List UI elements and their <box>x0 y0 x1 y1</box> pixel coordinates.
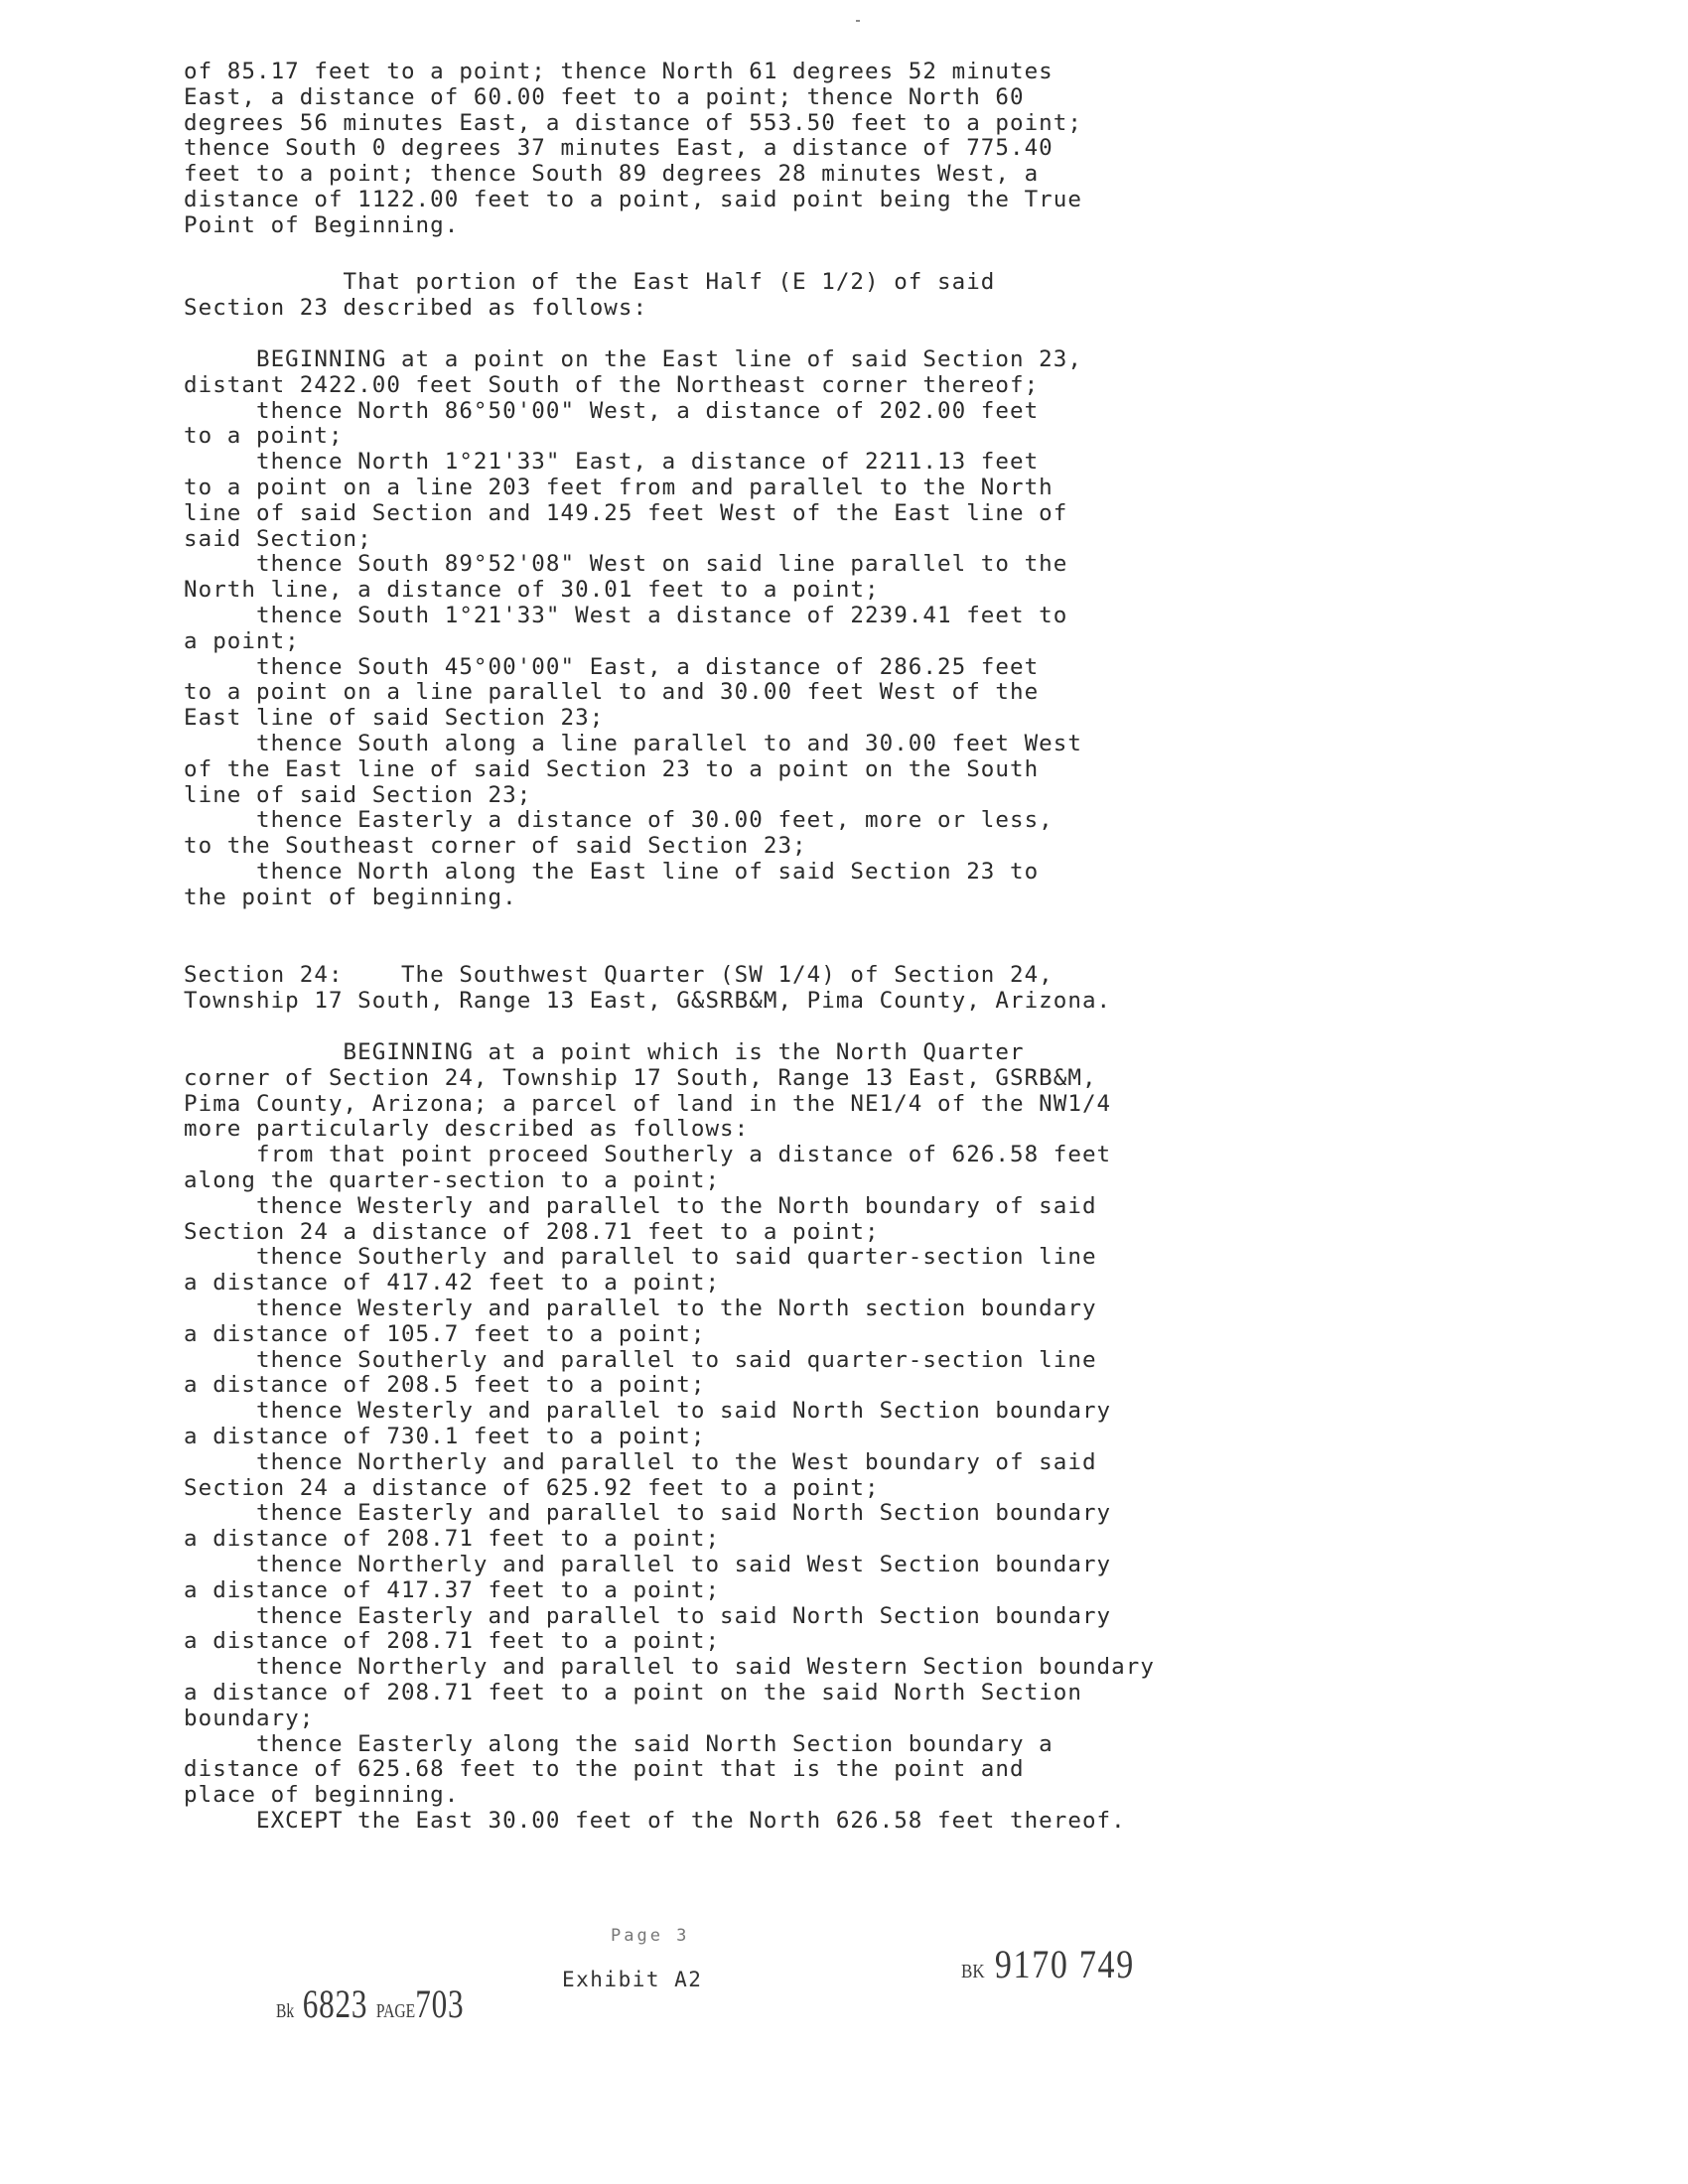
text-line: thence North 1°21'33" East, a distance of 2211.13 feet <box>184 450 1040 476</box>
text-line: thence South along a line parallel to and 30.00 feet West <box>184 731 1082 756</box>
text-line: line of said Section and 149.25 feet West of the East line of <box>184 500 1068 526</box>
text-line: East line of said Section 23; <box>184 706 605 732</box>
text-line: the point of beginning. <box>184 885 517 910</box>
text-line: of 85.17 feet to a point; thence North 61 degrees 52 minutes <box>184 60 1054 84</box>
text-line: degrees 56 minutes East, a distance of 553.50 feet to a point; <box>184 110 1082 136</box>
text-line: North line, a distance of 30.01 feet to a point; <box>184 578 880 604</box>
text-line: to a point on a line 203 feet from and parallel to the North <box>184 475 1054 500</box>
text-line: thence Southerly and parallel to said quarter-section line <box>184 1347 1097 1373</box>
text-line: Township 17 South, Range 13 East, G&SRB&M, Pima County, Arizona. <box>184 988 1112 1014</box>
text-line: Section 24: The Southwest Quarter (SW 1/4) of Section 24, <box>184 963 1054 988</box>
paragraph <box>184 347 1574 911</box>
text-line: a point; <box>184 628 300 654</box>
stamp-book-prefix: BK <box>961 1961 985 1982</box>
text-line: thence Easterly and parallel to said North Section boundary <box>184 1603 1112 1629</box>
text-line: BEGINNING at a point which is the North Quarter <box>184 1040 1025 1065</box>
text-line: thence South 1°21'33" West a distance of 2239.41 feet to <box>184 603 1068 628</box>
stamp-page-number: 703 <box>415 1981 465 2026</box>
text-line: thence South 0 degrees 37 minutes East, a distance of 775.40 <box>184 136 1054 162</box>
text-line: thence South 89°52'08" West on said line parallel to the <box>184 552 1068 578</box>
text-line: distant 2422.00 feet South of the Northeast corner thereof; <box>184 372 1040 398</box>
recording-stamp-right <box>961 1942 1135 1986</box>
text-line: feet to a point; thence South 89 degrees 28 minutes West, a <box>184 162 1040 188</box>
paragraph <box>184 270 1574 322</box>
text-line: thence Easterly and parallel to said North Section boundary <box>184 1501 1112 1527</box>
text-line: boundary; <box>184 1706 315 1731</box>
stamp-page-prefix: PAGE <box>375 2000 416 2022</box>
text-line: thence Northerly and parallel to the West boundary of said <box>184 1449 1097 1475</box>
text-line: Pima County, Arizona; a parcel of land in the NE1/4 of the NW1/4 <box>184 1091 1112 1117</box>
stamp-book-number: 9170 <box>994 1942 1069 1986</box>
text-line: thence Northerly and parallel to said Western Section boundary <box>184 1655 1155 1681</box>
text-line: corner of Section 24, Township 17 South, Range 13 East, GSRB&M, <box>184 1065 1097 1091</box>
text-line: thence Westerly and parallel to the North boundary of said <box>184 1193 1097 1219</box>
text-line: thence Easterly along the said North Section boundary a <box>184 1731 1054 1757</box>
scan-speck <box>856 20 860 22</box>
text-line: more particularly described as follows: <box>184 1117 750 1143</box>
recording-stamp-left <box>276 1981 465 2026</box>
text-line: a distance of 417.42 feet to a point; <box>184 1271 721 1297</box>
text-line: to the Southeast corner of said Section 23; <box>184 834 807 860</box>
text-line: of the East line of said Section 23 to a point on the South <box>184 756 1040 782</box>
page-number: Page 3 <box>611 1926 690 1946</box>
paragraph <box>184 963 1574 1015</box>
text-line: a distance of 208.71 feet to a point; <box>184 1629 721 1655</box>
text-line: thence Easterly a distance of 30.00 feet, more or less, <box>184 808 1054 834</box>
text-line: thence Westerly and parallel to the North section boundary <box>184 1296 1097 1321</box>
text-line: thence South 45°00'00" East, a distance of 286.25 feet <box>184 654 1040 680</box>
text-line: distance of 1122.00 feet to a point, said point being the True <box>184 187 1082 212</box>
text-line: place of beginning. <box>184 1783 460 1809</box>
text-line: That portion of the East Half (E 1/2) of said <box>184 270 996 295</box>
text-line: line of said Section 23; <box>184 782 532 808</box>
text-line: BEGINNING at a point on the East line of said Section 23, <box>184 347 1082 372</box>
paragraph <box>184 60 1574 239</box>
text-line: Section 23 described as follows: <box>184 295 648 321</box>
text-line: to a point on a line parallel to and 30.00 feet West of the <box>184 680 1040 706</box>
text-line: thence North 86°50'00" West, a distance of 202.00 feet <box>184 398 1040 424</box>
stamp-page-number: 749 <box>1078 1942 1135 1986</box>
text-line: EXCEPT the East 30.00 feet of the North 626.58 feet thereof. <box>184 1808 1126 1834</box>
text-line: thence Westerly and parallel to said North Section boundary <box>184 1399 1112 1425</box>
text-line: to a point; <box>184 424 344 450</box>
text-line: distance of 625.68 feet to the point that is the point and <box>184 1757 1025 1783</box>
text-line: Point of Beginning. <box>184 212 460 238</box>
text-line: said Section; <box>184 526 372 552</box>
text-line: from that point proceed Southerly a distance of 626.58 feet <box>184 1143 1112 1168</box>
text-line: Section 24 a distance of 625.92 feet to a point; <box>184 1475 880 1501</box>
paragraph <box>184 1040 1574 1835</box>
text-line: a distance of 208.71 feet to a point; <box>184 1527 721 1553</box>
stamp-book-prefix: Bk <box>276 2000 295 2022</box>
text-line: East, a distance of 60.00 feet to a point; thence North 60 <box>184 84 1025 110</box>
text-line: a distance of 417.37 feet to a point; <box>184 1577 721 1603</box>
text-line: thence Northerly and parallel to said West Section boundary <box>184 1552 1112 1577</box>
text-line: a distance of 208.5 feet to a point; <box>184 1373 706 1399</box>
text-line: thence Southerly and parallel to said quarter-section line <box>184 1245 1097 1271</box>
text-line: a distance of 208.71 feet to a point on the said North Section <box>184 1680 1082 1706</box>
text-line: a distance of 730.1 feet to a point; <box>184 1424 706 1449</box>
text-line: along the quarter-section to a point; <box>184 1167 721 1193</box>
text-line: thence North along the East line of said Section 23 to <box>184 859 1040 885</box>
text-line: Section 24 a distance of 208.71 feet to a point; <box>184 1219 880 1245</box>
text-line: a distance of 105.7 feet to a point; <box>184 1321 706 1347</box>
exhibit-label: Exhibit A2 <box>562 1968 703 1991</box>
stamp-book-number: 6823 <box>302 1981 368 2026</box>
